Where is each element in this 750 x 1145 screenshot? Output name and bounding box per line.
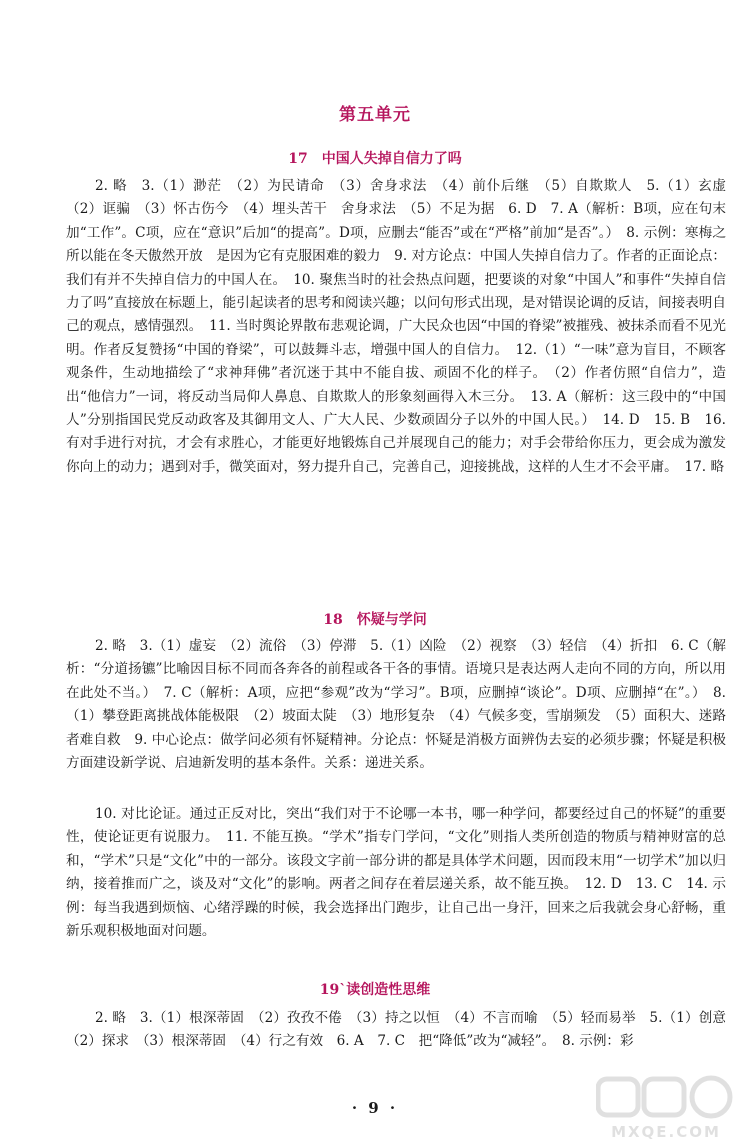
page-number: · 9 · (351, 1099, 399, 1117)
section-title-19: 19`读创造性思维 (319, 982, 431, 998)
section-title-18: 18 怀疑与学问 (323, 612, 427, 628)
watermark-logo (596, 1075, 736, 1141)
answer-paragraph-18b: 10. 对比论证。通过正反对比，突出“我们对于不论哪一本书，哪一种学问，都要经过自己的怀疑”的重要性，使论证更有说服力。 11. 不能互换。“学术”指专门学问，“文化”则指人类所创造的物质与精神财富的总和，“学术”只是“文化”中的一部分。该段文字前一部分讲的都是具体学术问题，因而段末用“一切学术”加以归纳，接着推而广之，谈及对“文化”的影响。两者之间存在着层递关系，故不能互换。 12. D 13. C 14. 示例：每当我遇到烦恼、心绪浮躁的时候，我会选择出门跑步，让自己出一身汗，回来之后我就会身心舒畅，重新乐观积极地面对问题。 (66, 806, 726, 940)
answer-paragraph-17: 2. 略 3.（1）渺茫 （2）为民请命 （3）舍身求法 （4）前仆后继 （5）自欺欺人 5.（1）玄虚 （2）诓骗 （3）怀古伤今 （4）埋头苦干 舍身求法 （5）不足为据 6. D 7. A（解析：B项，应在句末加“工作”。C项，应在“意识”后加“的提高”。D项，应删去“能否”或在“严格”前加“是否”。） 8. 示例：寒梅之所以能在冬天傲然开放 是因为它有克服困难的毅力 9. 对方论点：中国人失掉自信力了。作者的正面论点：我们有并不失掉自信力的中国人在。 10. 聚焦当时的社会热点问题，把要谈的对象“中国人”和事件“失掉自信力了吗”直接放在标题上，能引起读者的思考和阅读兴趣；以问句形式出现，是对错误论调的反诘，间接表明自己的观点，感情强烈。 11. 当时舆论界散布悲观论调，广大民众也因“中国的脊梁”被摧残、被抹杀而看不见光明。作者反复赞扬“中国的脊梁”，可以鼓舞斗志，增强中国人的自信力。 12.（1）“一味”意为盲目，不顾客观条件，生动地描绘了“求神拜佛”者沉迷于其中不能自拔、顽固不化的样子。 （2）作者仿照“自信力”，造出“他信力”一词，将反动当局仰人鼻息、自欺欺人的形象刻画得入木三分。 13. A（解析：这三段中的“中国人”分别指国民党反动政客及其御用文人、广大人民、少数顽固分子以外的中国人民。） 14. D 15. B 16. 有对手进行对抗，才会有求胜心，才能更好地锻炼自己并展现自己的能力；对手会带给你压力，更会成为激发你向上的动力；遇到对手，微笑面对，努力提升自己，完善自己，迎接挑战，这样的人生才不会平庸。 17. 略 (66, 178, 740, 475)
svg-text:MXQE.COM: MXQE.COM (611, 1123, 721, 1141)
unit-title: 第五单元 (339, 105, 411, 125)
section-title-17: 17 中国人失掉自信力了吗 (288, 151, 462, 167)
answer-paragraph-19: 2. 略 3.（1）根深蒂固 （2）孜孜不倦 （3）持之以恒 （4）不言而喻 （5）轻而易举 5.（1）创意 （2）探求 （3）根深蒂固 （4）行之有效 6. A 7. C 把“降低”改为“减轻”。 8. 示例：彩 (66, 1010, 740, 1050)
answer-paragraph-18a: 2. 略 3.（1）虚妄 （2）流俗 （3）停滞 5.（1）凶险 （2）视察 （3）轻信 （4）折扣 6. C（解析：“分道扬镳”比喻因目标不同而各奔各的前程或各干各的事情。语境只是表达两人走向不同的方向，所以用在此处不当。） 7. C（解析：A项，应把“参观”改为“学习”。B项，应删掉“谈论”。D项、应删掉“在”。） 8.（1）攀登距离挑战体能极限 （2）坡面太陡 （3）地形复杂 （4）气候多变，雪崩频发 （5）面积大、迷路者难自救 9. 中心论点：做学问必须有怀疑精神。分论点：怀疑是消极方面辨伪去妄的必须步骤；怀疑是积极方面建设新学说、启迪新发明的基本条件。关系：递进关系。 (66, 638, 726, 772)
